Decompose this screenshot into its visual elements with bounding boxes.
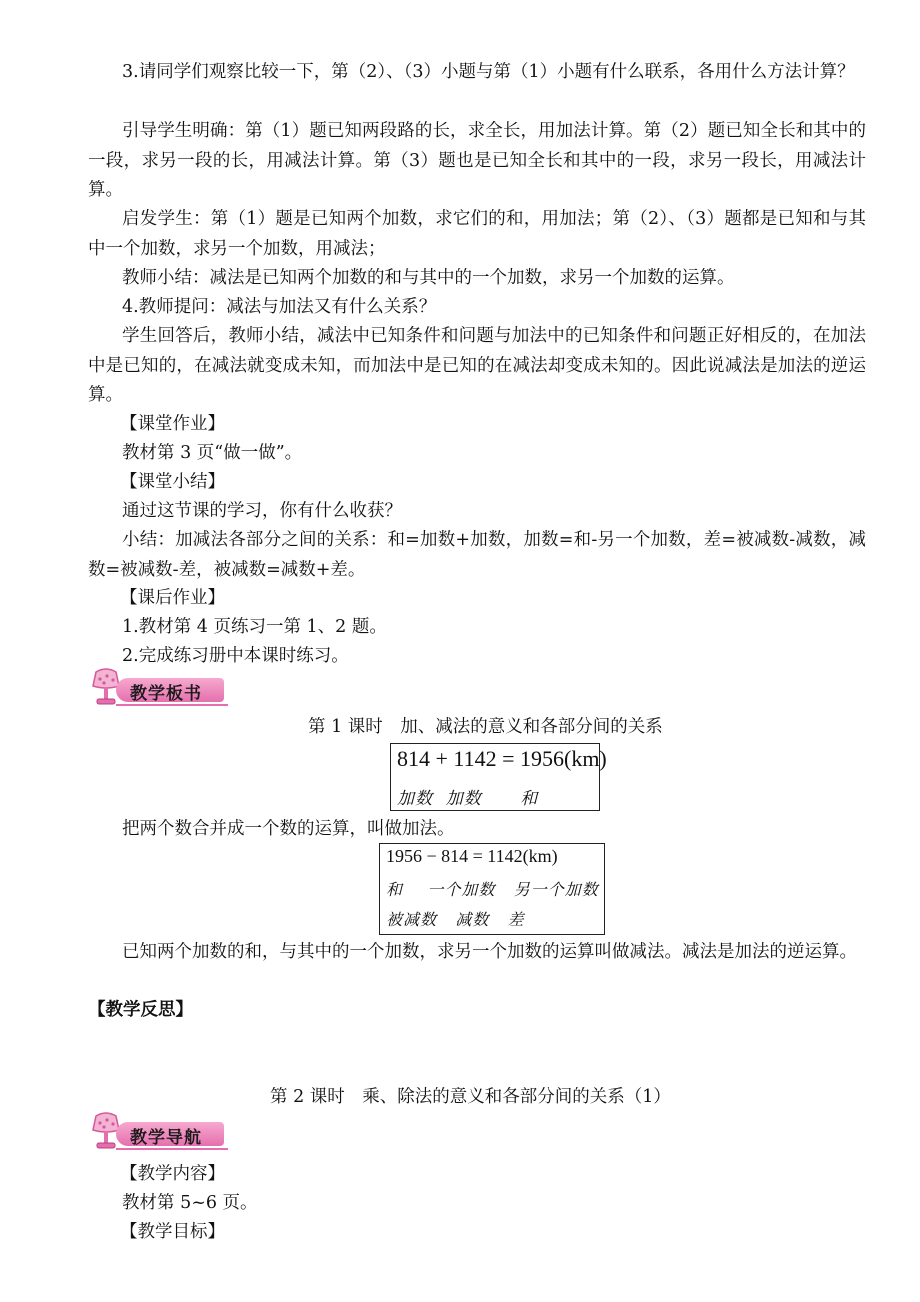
subtraction-labels-row1: 和 一个加数 另一个加数 [386,880,599,899]
banner-board-label: 教学板书 [130,684,202,704]
section-banner-nav [88,1112,228,1152]
addition-definition: 把两个数合并成一个数的运算，叫做加法。 [122,819,455,839]
objectives-heading: 【教学目标】 [120,1222,225,1242]
classwork-heading: 【课堂作业】 [120,414,225,434]
banner-nav-label: 教学导航 [130,1128,202,1148]
homework-item-2: 2.完成练习册中本课时练习。 [122,646,349,666]
section-banner-board [88,668,228,708]
student-answer-paragraph: 学生回答后，教师小结，减法中已知条件和问题与加法中的已知条件和问题正好相反的，在加法中是已知的，在减法就变成未知，而加法中是已知的在减法却变成未知的。因此说减法是加法的逆运算。 [88,326,866,405]
content-heading: 【教学内容】 [120,1164,225,1184]
subtraction-equation-box [379,843,605,935]
addition-labels: 加数 加数 和 [397,789,539,809]
subtraction-definition: 已知两个加数的和，与其中的一个加数，求另一个加数的运算叫做减法。减法是加法的逆运算。 [122,942,857,962]
summary-question: 通过这节课的学习，你有什么收获？ [122,501,402,521]
class-summary-heading: 【课堂小结】 [120,472,225,492]
guidance-paragraph: 引导学生明确：第（1）题已知两段路的长，求全长，用加法计算。第（2）题已知全长和其中的一段，求另一段的长，用减法计算。第（3）题也是已知全长和其中的一段，求另一段长，用减法计算。 [88,121,866,200]
question-4-paragraph: 4.教师提问：减法与加法又有什么关系？ [122,297,437,317]
content-text: 教材第 5~6 页。 [122,1193,258,1213]
summary-text: 小结：加减法各部分之间的关系：和=加数+加数，加数=和-另一个加数，差=被减数-减数，减数=被减数-差，被减数=减数+差。 [88,530,866,580]
lesson-2-title: 第 2 课时 乘、除法的意义和各部分间的关系（1） [270,1087,671,1107]
question-3-paragraph: 3.请同学们观察比较一下，第（2）、（3）小题与第（1）小题有什么联系，各用什么方法计算？ [122,62,855,82]
subtraction-equation: 1956 − 814 = 1142(km) [386,846,558,866]
reflection-heading: 【教学反思】 [88,1000,193,1020]
homework-item-1: 1.教材第 4 页练习一第 1、2 题。 [122,617,387,637]
subtraction-labels-row2: 被减数 减数 差 [386,910,525,929]
board-title: 第 1 课时 加、减法的意义和各部分间的关系 [308,717,663,737]
inspiration-paragraph: 启发学生：第（1）题是已知两个加数，求它们的和，用加法；第（2）、（3）题都是已知和与其中一个加数，求另一个加数，用减法； [88,209,866,259]
classwork-text: 教材第 3 页“做一做”。 [122,443,303,463]
addition-equation: 814 + 1142 = 1956(km) [397,746,607,771]
addition-equation-box [390,743,607,811]
teacher-summary-paragraph: 教师小结：减法是已知两个加数的和与其中的一个加数，求另一个加数的运算。 [122,268,735,288]
homework-heading: 【课后作业】 [120,588,225,608]
